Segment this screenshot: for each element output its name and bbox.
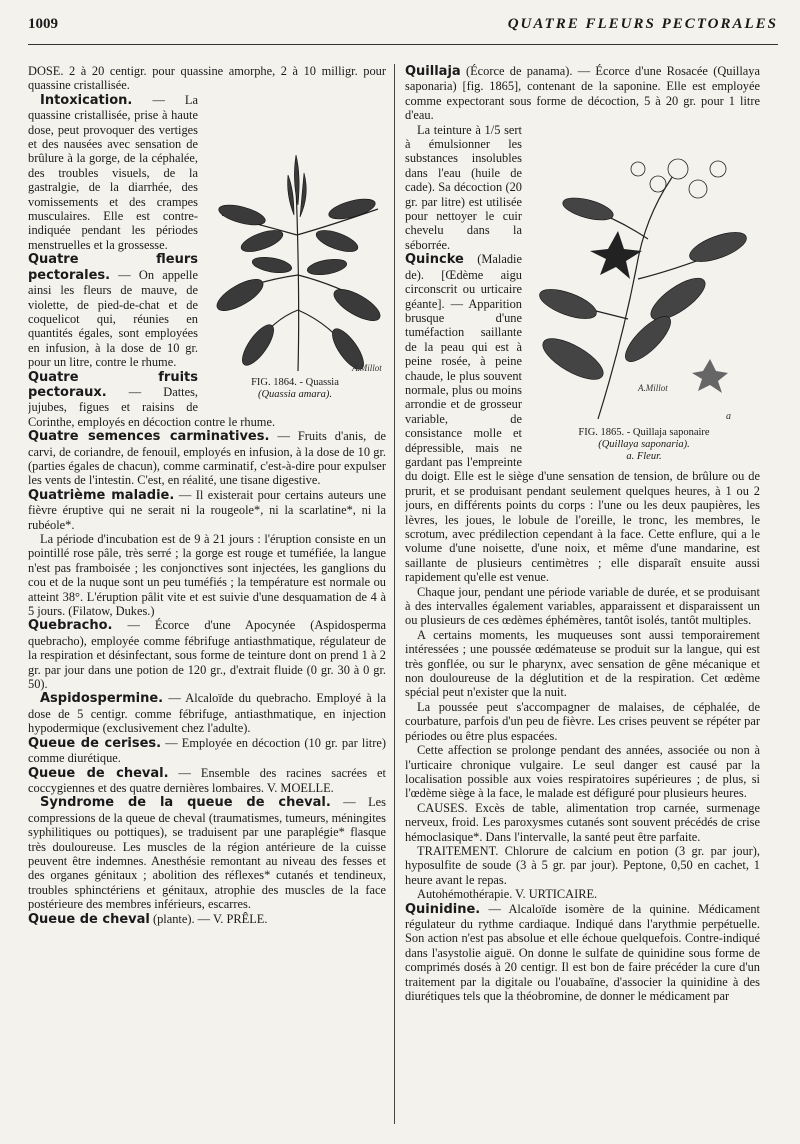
figure-1864: [202, 145, 386, 401]
dose-paragraph: DOSE. 2 à 20 centigr. pour quassine amorphe, 2 à 10 milligr. pour quassine cristallisée.: [28, 64, 386, 93]
running-title: QUATRE FLEURS PECTORALES: [507, 16, 778, 32]
quincke-p4: La poussée peut s'accompagner de malaises, de céphalée, de courbature, parfois d'un peu de fièvre. Les crises peuvent se répéter par périodes ou être plus espacées.: [405, 699, 760, 743]
quassia-plant-illustration: [202, 145, 386, 377]
quincke-traitement: TRAITEMENT. Chlorure de calcium en potion (3 gr. par jour), hyposulfite de soude (3 à 5 gr. par jour). Peptone, 0,50 en cachet, 1 heure avant le repas.: [405, 843, 760, 887]
illustrator-signature: A.Millot: [352, 362, 382, 373]
page-header: [28, 16, 778, 45]
entry-quinidine: Quinidine. — Alcaloïde isomère de la quinine. Médicament régulateur du rythme cardiaque. Indiqué dans l'arythmie perpétuelle. Son action n'est pas absolue et elle échoue quelquefois. Contre-indiqué dans l'asystolie aiguë. On donne le sulfate de quinidine sous forme de comprimés dosés à 20 centigr. Il est bon de faire précéder la cure d'un traitement par la digitale ou l'ouabaïne, d'associer la quinidine à des diurétiques tels que la théobromine, de donner le médicament par: [405, 901, 760, 1003]
entry-aspidospermine: Aspidospermine. — Alcaloïde du quebracho. Employé à la dose de 5 centigr. comme fébrifuge, antiasthmatique, en injection hypodermique (exclusivement chez l'adulte).: [28, 691, 386, 736]
quillaja-plant-illustration: [528, 139, 760, 427]
figure-1865-caption: FIG. 1865. - Quillaja saponaire (Quillaya saponaria). a. Fleur.: [578, 426, 710, 462]
quillaja-teinture: La teinture à 1/5 sert à émulsionner les substances insolubles dans l'eau (huile de cade). Sa décoction (20 gr. par litre) est utilisée pour nettoyer le cuir chevelu dans la séborrée.: [405, 122, 522, 252]
entry-syndrome-queue-de-cheval: Syndrome de la queue de cheval. — Les compressions de la queue de cheval (traumatismes, tumeurs, méningites syphilitiques ou pottiques), se traduisent par une paraplégie* flasque très douloureuse. Les muscles de la région antérieure de la cuisse peuvent être indemnes. Anesthésie remontant au niveau des fesses et des organes génitaux ; abolition des réflexes* cutanés et tendineux, troubles sphinctériens et génitaux, atrophie des muscles de la face postérieure des membres inférieurs, escarres.: [28, 795, 386, 912]
figure-label-a: a: [726, 410, 731, 422]
figure-1865: [526, 139, 760, 463]
entry-quatre-semences: Quatre semences carminatives. — Fruits d'anis, de carvi, de coriandre, de fenouil, employés en infusion, à la dose de 10 gr. (parties égales de chacun), comme carminatif, c'est-à-dire pour expulser les vents de l'intestin. C'est, en réalité, une tisane digestive.: [28, 429, 386, 488]
quincke-p5: Cette affection se prolonge pendant des années, associée ou non à l'urticaire chronique vulgaire. Le seul danger est causé par la localisation possible aux voies respiratoires supérieures ; de plus, si l'œdème siège à la face, le malade est défiguré pour plusieurs heures.: [405, 743, 760, 801]
entry-quatre-fruits: Quatre fruits pectoraux. — Dattes, jujubes, figues et raisins de Corinthe, employés en décoction contre le rhume.: [28, 369, 276, 429]
quincke-p2: Chaque jour, pendant une période variable de durée, et se produisant à des intervalles également variables, apparaissent et disparaissent un ou plusieurs de ces œdèmes éphémères, tantôt isolés, tantôt multiples.: [405, 584, 760, 628]
entry-queue-de-cheval-plante: Queue de cheval (plante). — V. PRÊLE.: [28, 911, 268, 927]
quatrieme-maladie-detail: La période d'incubation est de 9 à 21 jours : l'éruption consiste en un pointillé rose pâle, très serré ; la gorge est rouge et tuméfiée, la langue n'est pas framboisée ; les conjonctives sont injectées, les ganglions du cou et de la nuque sont un peu tuméfiés ; la température est normale ou atteint 38°. L'éruption pâlit vite et est suivie d'une desquamation de 4 à 5 jours. (Filatow, Dukes.): [28, 532, 386, 619]
right-column: [405, 64, 760, 1134]
figure-1864-caption: FIG. 1864. - Quassia (Quassia amara).: [251, 376, 339, 400]
entry-quillaja: Quillaja (Écorce de panama). — Écorce d'une Rosacée (Quillaya saponaria) [fig. 1865], contenant de la saponine. Elle est employée comme expectorant sous forme de décoction, 5 à 20 gr. pour 1 litre d'eau.: [405, 64, 760, 123]
text-columns: [28, 64, 778, 1134]
entry-quincke: Quincke (Maladie de). [Œdème aigu circonscrit ou urticaire géante]. — Apparition brusque d'une tuméfaction saillante de la peau qui est à peine rosée, à peine chaude, le plus souvent normale, plus ou moins arrondie et de grosseur variable, de consistance molle et dépressible, mais ne gardant pas l'empreinte du doigt. Elle est le siège d'une sensation de tension, de brûlure ou de prurit, et se produisant pendant seulement quelques heures, à 1 ou 2 jours, en différents points du corps : l'une ou les deux paupières, les lèvres, les joues, le lobule de l'oreille, le tronc, les membres, le scrotum, avec prédilection cependant à la face. Cette enflure, qui a le volume d'une noisette, d'une noix, et même d'une mandarine, est saillante de plusieurs centimètres ; elle disparaît ensuite aussi rapidement qu'elle est venue.: [405, 252, 760, 585]
entry-quebracho: Quebracho. — Écorce d'une Apocynée (Aspidosperma quebracho), employée comme fébrifuge antiasthmatique, régulateur de la respiration et désinfectant, sous forme de teinture dont on prend 1 à 2 gr. par jour dans une potion de 120 gr., d'extrait fluide (0 gr. 30 à 0 gr. 50).: [28, 618, 386, 692]
quincke-causes: CAUSES. Excès de table, alimentation trop carnée, surmenage nerveux, froid. Les paroxysmes cutanés sont souvent précédés de crise hémoclasique*. Dans l'intervalle, la santé peut être parfaite.: [405, 800, 760, 844]
page-number: 1009: [28, 16, 58, 32]
entry-quatre-fleurs: Quatre fleurs pectorales. — On appelle ainsi les fleurs de mauve, de violette, de pied-de-chat et de coquelicot qui, réunies en quantités égales, sont employées en infusion, à la dose de 10 gr. pour un litre, contre le rhume.: [28, 252, 198, 370]
quincke-p3: A certains moments, les muqueuses sont aussi temporairement intéressées ; une poussée œdémateuse se produit sur la langue, qui est très gonflée, ou sur le pharynx, avec sensation de gêne mécanique et non douloureuse de la déglutition et de la respiration. Cet œdème spécial peut n'exister que la nuit.: [405, 627, 760, 700]
entry-queue-de-cerises: Queue de cerises. — Employée en décoction (10 gr. par litre) comme diurétique.: [28, 735, 386, 766]
entry-quatrieme-maladie: Quatrième maladie. — Il existerait pour certains auteurs une fièvre éruptive qui ne serait ni la rougeole*, ni la scarlatine*, ni la rubéole*.: [28, 487, 386, 532]
quincke-autohemotherapie: Autohémothérapie. V. URTICAIRE.: [417, 887, 598, 902]
illustrator-signature: A.Millot: [638, 382, 668, 393]
entry-intoxication: Intoxication. — La quassine cristallisée, prise à haute dose, peut provoquer des vertiges et des nausées avec sensation de brûlure à la gorge, de la céphalée, des troubles visuels, de la gastralgie, de la diarrhée, des vomissements et des crampes musculaires. Elle est contre-indiquée pendant les périodes menstruelles et la grossesse.: [28, 92, 198, 252]
entry-queue-de-cheval: Queue de cheval. — Ensemble des racines sacrées et coccygiennes et des quatre dernières lombaires. V. MOELLE.: [28, 765, 386, 795]
left-column: [28, 64, 386, 1134]
